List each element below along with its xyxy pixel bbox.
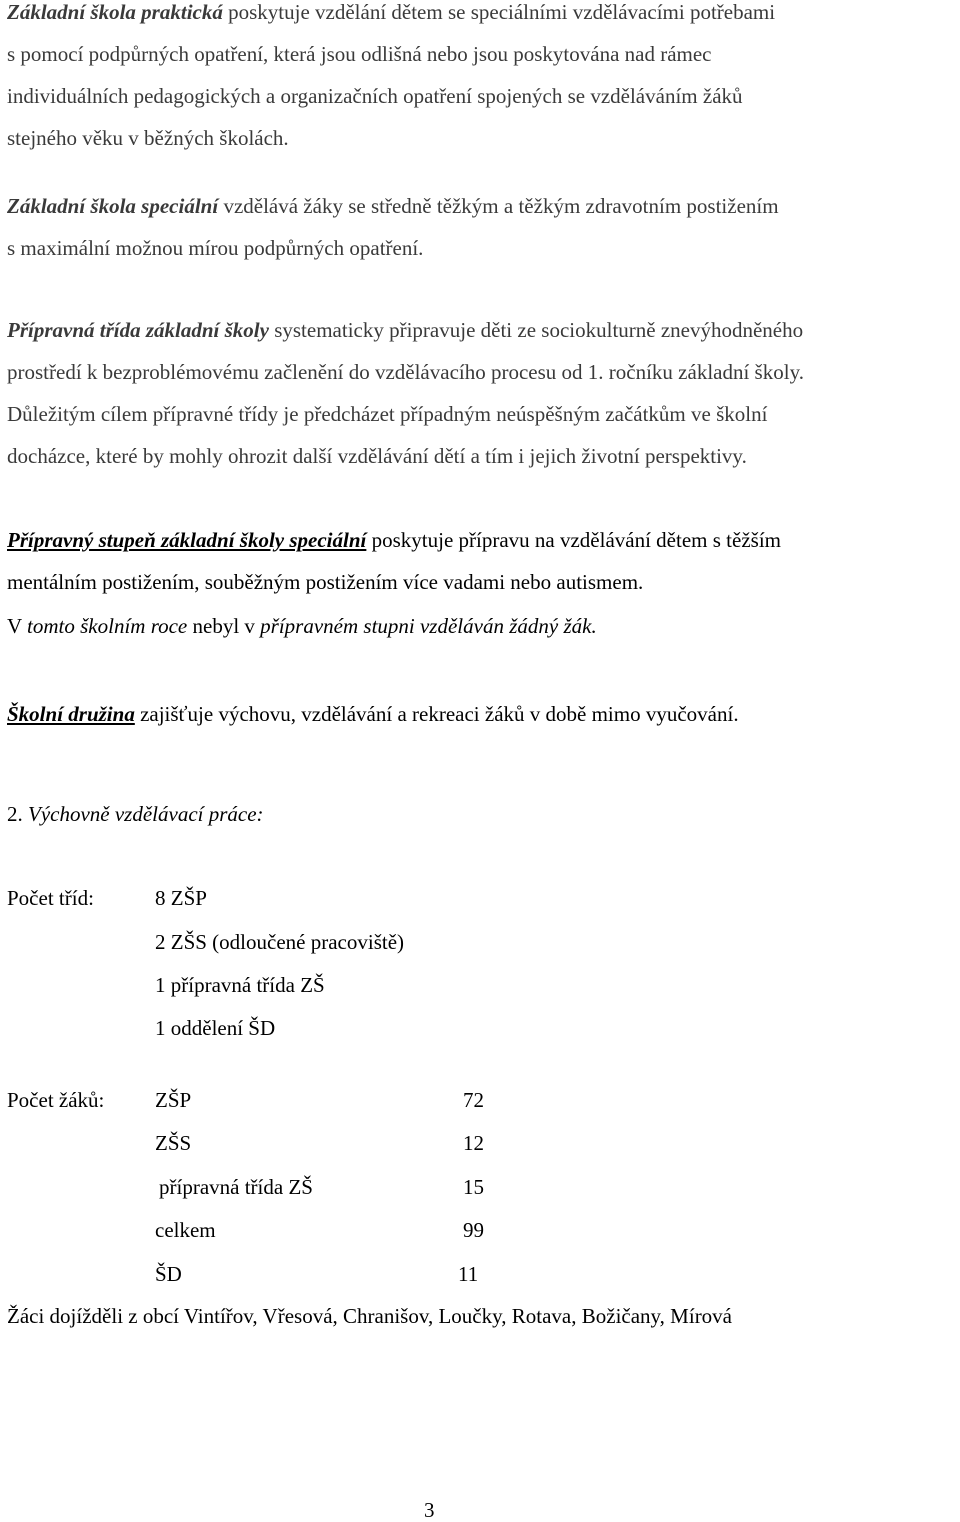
commuters-text: Žáci dojížděli z obcí Vintířov, Vřesová, Chranišov, Loučky, Rotava, Božičany, Mírová xyxy=(7,1304,733,1328)
text: zajišťuje výchovu, vzdělávání a rekreaci žáků v době mimo vyučování. xyxy=(134,702,739,726)
text: vzdělává žáky se středně těžkým a těžkým zdravotním postižením xyxy=(218,194,779,218)
pupils-row-name: ŠD xyxy=(155,1262,182,1286)
text: nebyl v xyxy=(187,614,261,638)
pupils-row-count: 11 xyxy=(458,1262,479,1286)
classes-label: Počet tříd: xyxy=(7,886,94,910)
pupils-row-name: ZŠS xyxy=(155,1131,192,1155)
term-zsp: Základní škola praktická xyxy=(7,0,223,24)
classes-item: 1 přípravná třída ZŠ xyxy=(155,973,325,997)
paragraph-zss-line-1 xyxy=(7,196,779,217)
paragraph-pt-line-3: Důležitým cílem přípravné třídy je předcházet případným neúspěšným začátkům ve školní xyxy=(7,402,768,426)
term-zss: Základní škola speciální xyxy=(7,194,219,218)
text: poskytuje vzdělání dětem se speciálními vzdělávacími potřebami xyxy=(222,0,776,24)
pupils-row-count: 12 xyxy=(463,1131,484,1155)
section-heading xyxy=(7,804,264,825)
section-title: Výchovně vzdělávací práce: xyxy=(28,802,264,826)
classes-item: 1 oddělení ŠD xyxy=(155,1016,276,1040)
pupils-row-count: 72 xyxy=(463,1088,484,1112)
pupils-row-name: celkem xyxy=(155,1218,216,1242)
paragraph-pt-line-1 xyxy=(7,320,803,341)
paragraph-pt-line-2: prostředí k bezproblémovému začlenění do vzdělávacího procesu od 1. ročníku základní školy. xyxy=(7,360,804,384)
text: V xyxy=(7,614,28,638)
text: poskytuje přípravu na vzdělávání dětem s těžším xyxy=(366,528,781,552)
paragraph-zsp-line-4: stejného věku v běžných školách. xyxy=(7,126,289,150)
paragraph-sd-line-1 xyxy=(7,704,739,725)
paragraph-ps-line-2: mentálním postižením, souběžným postižením více vadami nebo autismem. xyxy=(7,570,644,594)
text: přípravném stupni vzděláván žádný žák. xyxy=(260,614,597,638)
pupils-row-name: ZŠP xyxy=(155,1088,192,1112)
term-pt: Přípravná třída základní školy xyxy=(7,318,269,342)
paragraph-ps-line-3 xyxy=(7,616,597,637)
classes-item: 2 ZŠS (odloučené pracoviště) xyxy=(155,930,405,954)
classes-item: 8 ZŠP xyxy=(155,886,207,910)
pupils-row-count: 99 xyxy=(463,1218,484,1242)
page-number: 3 xyxy=(424,1498,435,1522)
paragraph-pt-line-4: docházce, které by mohly ohrozit další vzdělávání dětí a tím i jejich životní perspektivy. xyxy=(7,444,747,468)
paragraph-ps-line-1 xyxy=(7,530,781,551)
term-ps: Přípravný stupeň základní školy speciální xyxy=(7,528,367,552)
text: tomto školním roce xyxy=(27,614,188,638)
pupils-row-name: přípravná třída ZŠ xyxy=(159,1175,313,1199)
term-sd: Školní družina xyxy=(7,702,135,726)
paragraph-zsp-line-1 xyxy=(7,2,775,23)
pupils-label: Počet žáků: xyxy=(7,1088,105,1112)
section-number: 2. xyxy=(7,802,28,826)
paragraph-zsp-line-3: individuálních pedagogických a organizačních opatření spojených se vzděláváním žáků xyxy=(7,84,743,108)
paragraph-zss-line-2: s maximální možnou mírou podpůrných opatření. xyxy=(7,236,424,260)
text: systematicky připravuje děti ze sociokulturně znevýhodněného xyxy=(268,318,804,342)
paragraph-zsp-line-2: s pomocí podpůrných opatření, která jsou odlišná nebo jsou poskytována nad rámec xyxy=(7,42,712,66)
pupils-row-count: 15 xyxy=(463,1175,484,1199)
